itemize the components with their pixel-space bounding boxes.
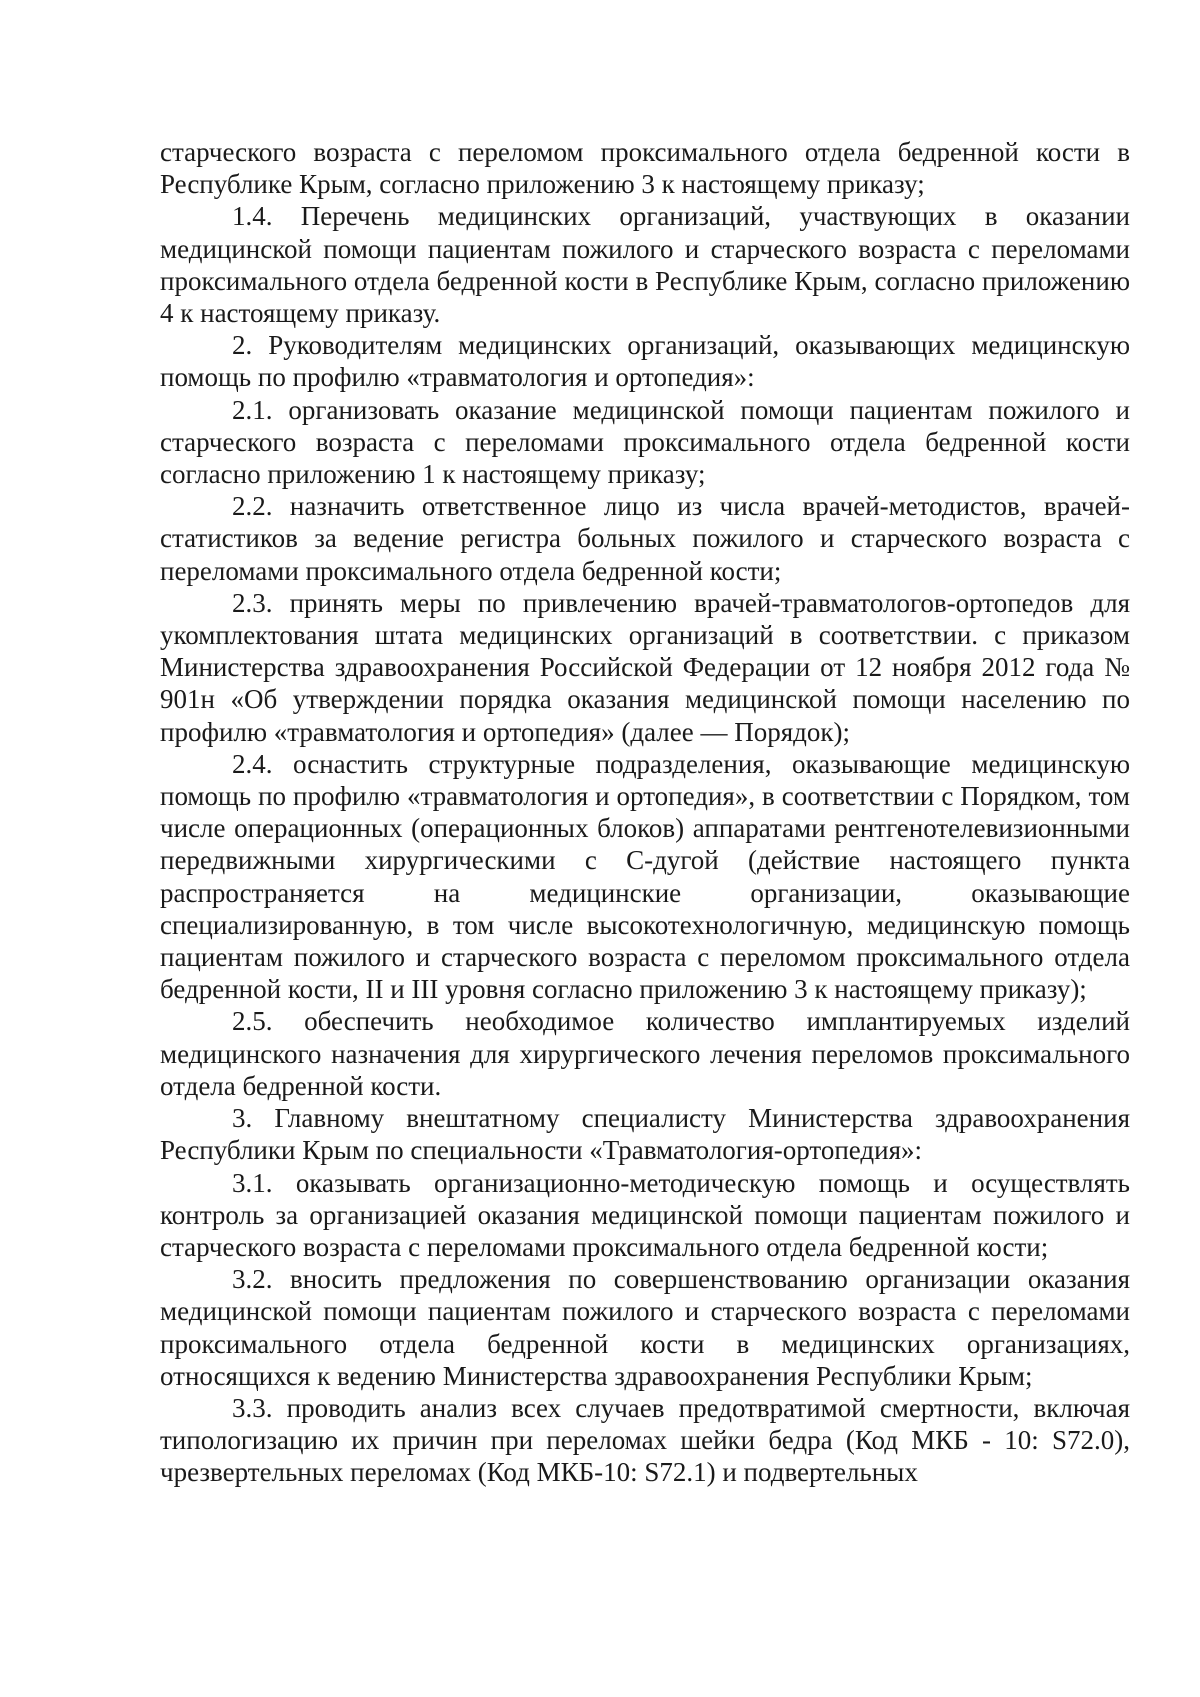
paragraph-3-2: 3.2. вносить предложения по совершенствованию организации оказания медицинской помощи пациентам пожилого и старческого возраста с переломами проксимального отдела бедренной кости в медицинских организациях, относящихся к ведению Министерства здравоохранения Республики Крым; [160, 1264, 1130, 1391]
paragraph-1-4: 1.4. Перечень медицинских организаций, участвующих в оказании медицинской помощи пациентам пожилого и старческого возраста с переломами проксимального отдела бедренной кости в Республике Крым, согласно приложению 4 к настоящему приказу. [160, 201, 1130, 329]
paragraph-3-1: 3.1. оказывать организационно-методическую помощь и осуществлять контроль за организацией оказания медицинской помощи пациентам пожилого и старческого возраста с переломами проксимального отдела бедренной кости; [160, 1167, 1130, 1262]
paragraph-2-4: 2.4. оснастить структурные подразделения, оказывающие медицинскую помощь по профилю «травматология и ортопедия», в соответствии с Порядком, том числе операционных (операционных блоков) аппаратами рентгенотелевизионными передвижными хирургическими с С-дугой (действие настоящего пункта распространяется на медицинские организации, оказывающие специализированную, в том числе высокотехнологичную, медицинскую помощь пациентам пожилого и старческого возраста с переломом проксимального отдела бедренной кости, II и III уровня согласно приложению 3 к настоящему приказу); [160, 748, 1130, 1005]
paragraph-3: 3. Главному внештатному специалисту Министерства здравоохранения Республики Крым по специальности «Травматология-ортопедия»: [160, 1103, 1130, 1166]
paragraph-2: 2. Руководителям медицинских организаций, оказывающих медицинскую помощь по профилю «травматология и ортопедия»: [160, 330, 1130, 393]
paragraph-continuation: старческого возраста с переломом проксимального отдела бедренной кости в Республике Крым, согласно приложению 3 к настоящему приказу; [160, 137, 1130, 200]
paragraph-3-3: 3.3. проводить анализ всех случаев предотвратимой смертности, включая типологизацию их причин при переломах шейки бедра (Код МКБ - 10: S72.0), чрезвертельных переломах (Код МКБ-10: S72.1) и подвертельных [160, 1392, 1130, 1488]
paragraph-2-1: 2.1. организовать оказание медицинской помощи пациентам пожилого и старческого возраста с переломами проксимального отдела бедренной кости согласно приложению 1 к настоящему приказу; [160, 394, 1130, 490]
paragraph-2-3: 2.3. принять меры по привлечению врачей-травматологов-ортопедов для укомплектования штата медицинских организаций в соответствии. с приказом Министерства здравоохранения Российской Федерации от 12 ноября 2012 года № 901н «Об утверждении порядка оказания медицинской помощи населению по профилю «травматология и ортопедия» (далее — Порядок); [160, 587, 1130, 747]
paragraph-2-2: 2.2. назначить ответственное лицо из числа врачей-методистов, врачей-статистиков за ведение регистра больных пожилого и старческого возраста с переломами проксимального отдела бедренной кости; [160, 491, 1130, 586]
document-body [160, 136, 1130, 1489]
paragraph-2-5: 2.5. обеспечить необходимое количество имплантируемых изделий медицинского назначения для хирургического лечения переломов проксимального отдела бедренной кости. [160, 1006, 1130, 1101]
